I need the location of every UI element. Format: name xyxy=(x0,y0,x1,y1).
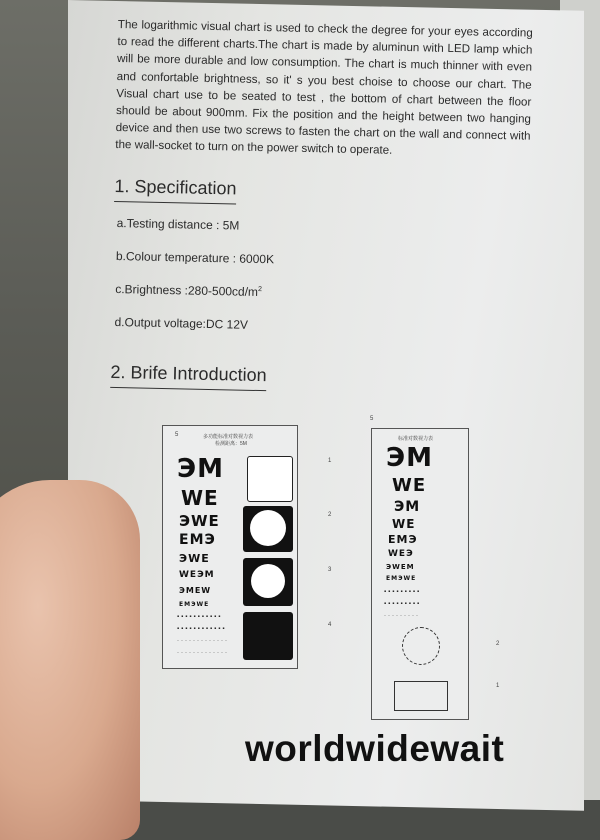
callout-label: 4 xyxy=(328,622,332,628)
callout-label: 5 xyxy=(370,416,374,422)
chart-row: ЭWE xyxy=(179,552,210,565)
chart-row: ЭM xyxy=(386,443,433,473)
number-grid-box xyxy=(394,681,448,711)
chart-subtitle: 检测距离：5M xyxy=(215,441,247,447)
left-eye-chart-illustration xyxy=(162,425,298,669)
watermark-text: worldwidewait xyxy=(245,728,505,769)
chart-row: ЭWE xyxy=(179,512,220,530)
chart-dots-row: ▪▪▪▪▪▪▪▪▪ xyxy=(384,601,422,607)
panel-dot-circle xyxy=(243,558,293,606)
chart-row: EMЭWE xyxy=(386,575,417,582)
superscript: 2 xyxy=(257,285,263,293)
right-eye-chart-illustration xyxy=(371,428,469,720)
callout-label: 2 xyxy=(328,512,332,518)
spec-item: d.Output voltage:DC 12V xyxy=(114,314,249,332)
callout-label: 3 xyxy=(328,567,332,573)
spec-item xyxy=(115,282,527,305)
panel-cross-pattern xyxy=(243,612,293,660)
astigmatism-dial-icon xyxy=(402,627,440,665)
section-heading-specification: 1. Specification xyxy=(114,176,237,205)
chart-row: WE xyxy=(392,475,427,496)
chart-title: 多功能标准对数视力表 xyxy=(203,434,254,440)
chart-dots-row: ········· xyxy=(384,613,420,619)
intro-paragraph: The logarithmic visual chart is used to check the degree for your eyes according to read the different charts.The chart is made by aluminun with LED lamp which will be more durable and low consumption. The chart is much thinner with even and confortable brightness, so it' s you best choise to choose our chart. The Visual chart use to be seated to test , the bottom of chart between the floor should be about 900mm. Fix the position and the height between two hanging device and then use two screws to fasten the chart on the wall and connect with the wall-socket to turn on the power switch to operate. xyxy=(115,17,533,158)
spec-text: c.Brightness :280-500cd/m xyxy=(115,281,259,299)
section-heading-introduction: 2. Brife Introduction xyxy=(110,362,267,391)
callout-label: 1 xyxy=(328,458,332,464)
document-content xyxy=(110,16,533,410)
chart-row: WE xyxy=(181,486,219,510)
chart-dots-row: ▪▪▪▪▪▪▪▪▪▪▪▪ xyxy=(177,626,227,632)
panel-astigmatism-dial xyxy=(243,506,293,552)
chart-dots-row: ············· xyxy=(177,638,229,644)
hand-holding-paper xyxy=(0,480,140,840)
chart-row: EMЭWE xyxy=(179,601,210,608)
chart-row: WEЭM xyxy=(179,570,215,580)
chart-row: ЭMEW xyxy=(179,586,212,595)
dot-circle-icon xyxy=(251,564,285,598)
chart-row: ЭM xyxy=(177,454,224,484)
chart-title: 标准对数视力表 xyxy=(398,436,434,442)
chart-row: EMЭ xyxy=(179,532,216,548)
spec-item: a.Testing distance : 5M xyxy=(116,215,240,233)
chart-dots-row: ▪▪▪▪▪▪▪▪▪▪▪ xyxy=(177,614,223,620)
spec-item: b.Colour temperature : 6000K xyxy=(115,248,275,266)
chart-row: ЭM xyxy=(394,499,421,515)
chart-row: EMЭ xyxy=(388,533,418,546)
dial-icon xyxy=(250,510,286,546)
chart-row: WEЭ xyxy=(388,549,414,559)
chart-row: WE xyxy=(392,517,416,531)
chart-row: ЭWEM xyxy=(386,563,415,571)
chart-dots-row: ············· xyxy=(177,650,229,656)
callout-label: 2 xyxy=(496,641,500,647)
callout-label: 1 xyxy=(496,683,500,689)
callout-label: 5 xyxy=(175,432,179,438)
panel-number-grid xyxy=(247,456,293,502)
chart-dots-row: ▪▪▪▪▪▪▪▪▪ xyxy=(384,589,422,595)
